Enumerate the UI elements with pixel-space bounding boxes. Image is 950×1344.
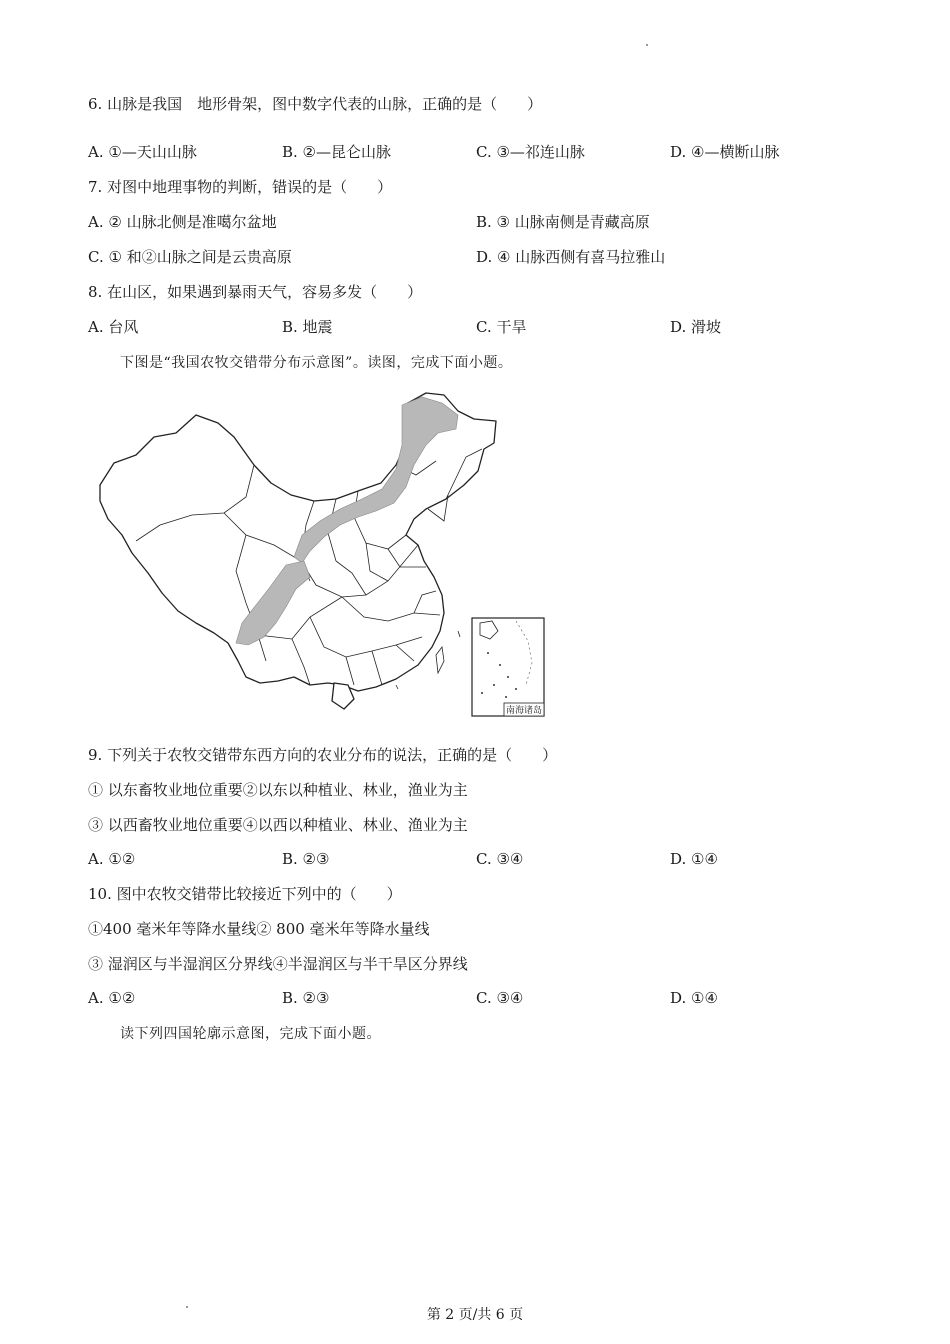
q6-stem: 6. 山脉是我国 地形骨架，图中数字代表的山脉，正确的是（ ） — [88, 95, 543, 113]
q9-stem: 9. 下列关于农牧交错带东西方向的农业分布的说法，正确的是（ ） — [88, 746, 558, 764]
q10-stem: 10. 图中农牧交错带比较接近下列中的（ ） — [88, 885, 402, 903]
q9-option-a[interactable]: A. ①② — [88, 850, 136, 868]
q10-option-d[interactable]: D. ①④ — [670, 989, 718, 1007]
q10-option-b[interactable]: B. ②③ — [282, 989, 330, 1007]
q8-option-c[interactable]: C. 干旱 — [476, 318, 527, 336]
q10-statement-1: ①400 毫米年等降水量线② 800 毫米年等降水量线 — [88, 920, 430, 938]
q6-option-a[interactable]: A. ①—天山山脉 — [88, 143, 197, 161]
q8-stem: 8. 在山区，如果遇到暴雨天气，容易多发（ ） — [88, 283, 423, 301]
south-sea-islands-inset — [472, 618, 544, 716]
countries-intro: 读下列四国轮廓示意图，完成下面小题。 — [120, 1026, 381, 1042]
q10-option-c[interactable]: C. ③④ — [476, 989, 524, 1007]
china-farming-pastoral-map — [96, 385, 551, 720]
q6-option-b[interactable]: B. ②—昆仑山脉 — [282, 143, 392, 161]
q9-option-d[interactable]: D. ①④ — [670, 850, 718, 868]
q6-option-c[interactable]: C. ③—祁连山脉 — [476, 143, 585, 161]
q7-option-c[interactable]: C. ① 和②山脉之间是云贵高原 — [88, 248, 292, 266]
q8-option-d[interactable]: D. 滑坡 — [670, 318, 722, 336]
q9-option-b[interactable]: B. ②③ — [282, 850, 330, 868]
q8-option-a[interactable]: A. 台风 — [88, 318, 139, 336]
q6-option-d[interactable]: D. ④—横断山脉 — [670, 143, 780, 161]
q8-option-b[interactable]: B. 地震 — [282, 318, 333, 336]
q9-statement-1: ① 以东畜牧业地位重要②以东以种植业、林业，渔业为主 — [88, 781, 468, 799]
q7-option-b[interactable]: B. ③ 山脉南侧是青藏高原 — [476, 213, 650, 231]
q9-option-c[interactable]: C. ③④ — [476, 850, 524, 868]
q9-statement-2: ③ 以西畜牧业地位重要④以西以种植业、林业、渔业为主 — [88, 816, 468, 834]
q7-option-a[interactable]: A. ② 山脉北侧是准噶尔盆地 — [88, 213, 277, 231]
q7-option-d[interactable]: D. ④ 山脉西侧有喜马拉雅山 — [476, 248, 666, 266]
q10-statement-2: ③ 湿润区与半湿润区分界线④半湿润区与半干旱区分界线 — [88, 955, 468, 973]
map-intro: 下图是“我国农牧交错带分布示意图”。读图，完成下面小题。 — [120, 355, 513, 371]
q10-option-a[interactable]: A. ①② — [88, 989, 136, 1007]
page-footer: 第 2 页/共 6 页 — [426, 1307, 524, 1323]
inset-label: 南海诸岛 — [505, 706, 543, 716]
print-dot — [646, 44, 648, 46]
q7-stem: 7. 对图中地理事物的判断，错误的是（ ） — [88, 178, 393, 196]
